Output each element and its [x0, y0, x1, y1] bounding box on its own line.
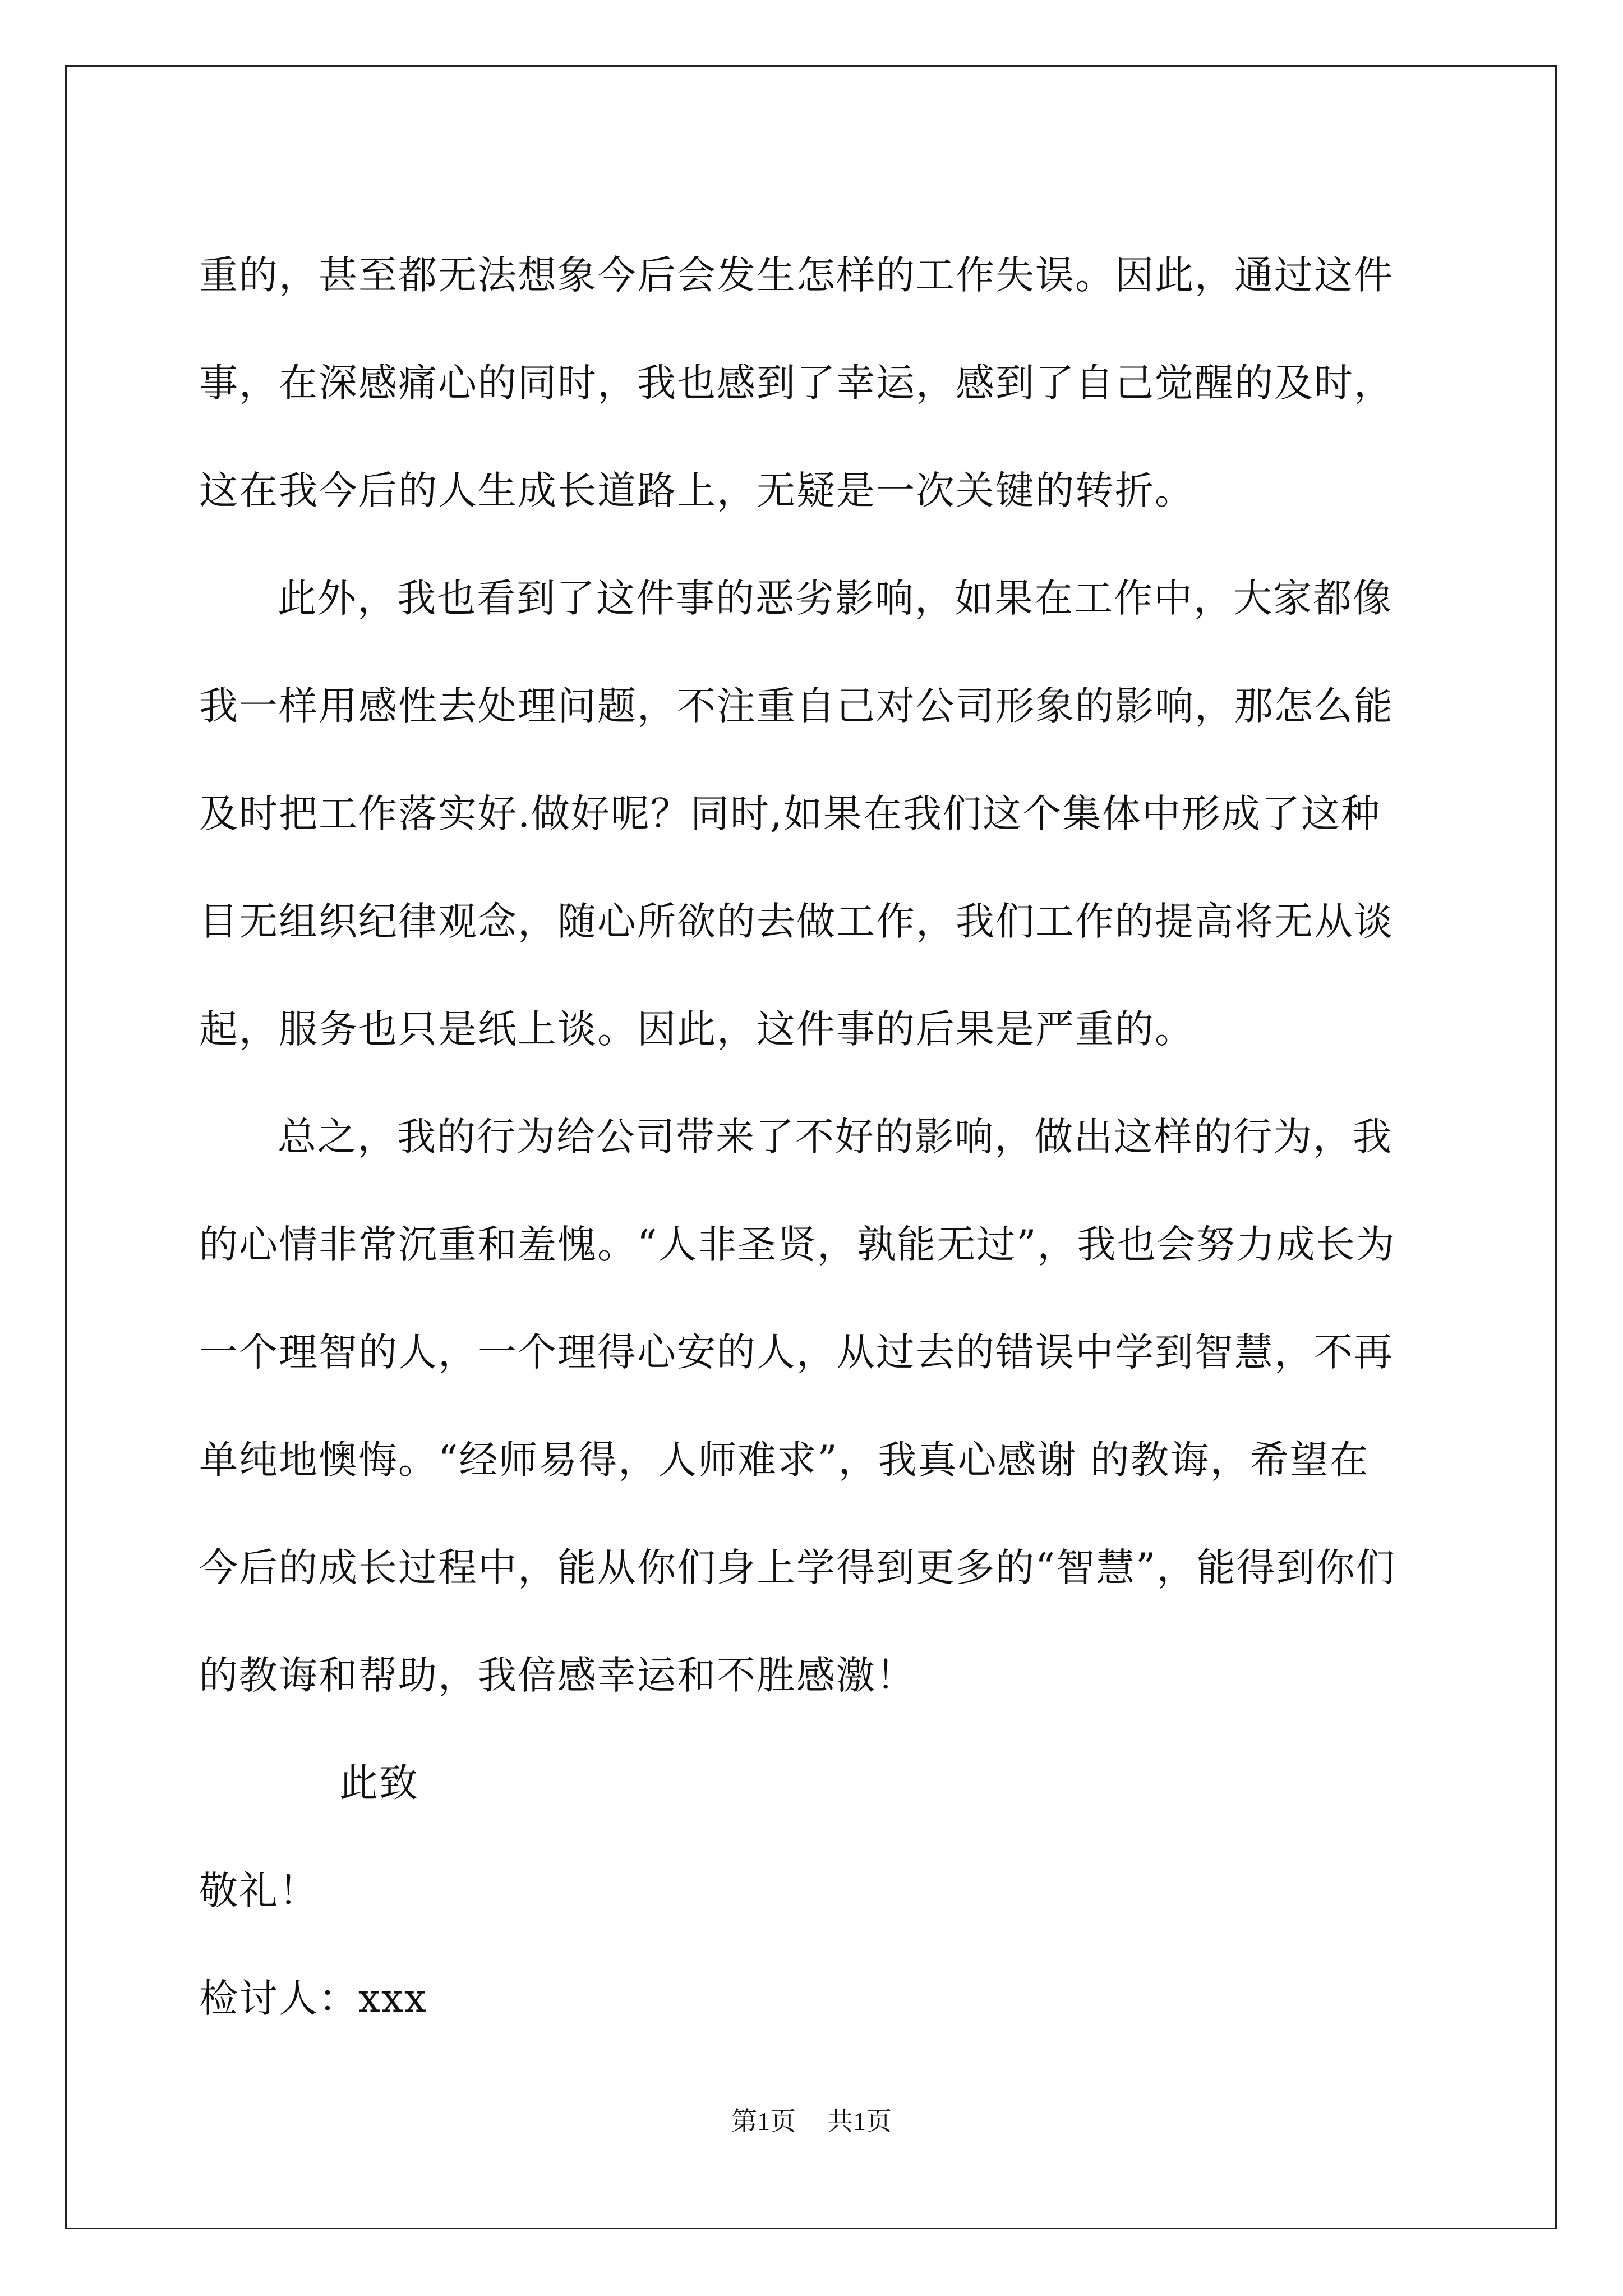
text-line: 今后的成长过程中，能从你们身上学得到更多的“智慧”，能得到你们 [199, 1545, 1396, 1590]
text-line: 我一样用感性去处理问题，不注重自己对公司形象的影响，那怎么能 [199, 684, 1394, 729]
text-line: 此外，我也看到了这件事的恶劣影响，如果在工作中，大家都像 [278, 576, 1393, 621]
text-line: 事，在深感痛心的同时，我也感到了幸运，感到了自己觉醒的及时， [199, 361, 1394, 406]
page-number: 第1页 [731, 2107, 796, 2136]
closing-text: 此致 [339, 1761, 419, 1806]
page-footer [0, 2101, 1623, 2138]
salutation-text: 敬礼！ [199, 1869, 319, 1913]
text-line: 单纯地懊悔。“经师易得，人师难求”，我真心感谢 的教诲，希望在 [199, 1438, 1370, 1483]
text-line: 这在我今后的人生成长道路上，无疑是一次关键的转折。 [199, 468, 1195, 513]
page-total: 共1页 [827, 2107, 892, 2136]
text-line: 起，服务也只是纸上谈。因此，这件事的后果是严重的。 [199, 1007, 1195, 1052]
text-line: 的教诲和帮助，我倍感幸运和不胜感激！ [199, 1653, 916, 1698]
signature-name: xxx [358, 1976, 427, 2021]
text-line: 及时把工作落实好.做好呢？同时,如果在我们这个集体中形成了这种 [199, 792, 1381, 836]
text-line: 一个理智的人，一个理得心安的人，从过去的错误中学到智慧，不再 [199, 1330, 1394, 1375]
signature-line [199, 1945, 1427, 2053]
text-line: 的心情非常沉重和羞愧。“人非圣贤，孰能无过”，我也会努力成长为 [199, 1222, 1396, 1267]
signature-label: 检讨人： [199, 1976, 358, 2021]
text-line: 目无组织纪律观念，随心所欲的去做工作，我们工作的提高将无从谈 [199, 899, 1394, 944]
document-body [199, 222, 1427, 2053]
text-line: 总之，我的行为给公司带来了不好的影响，做出这样的行为，我 [278, 1115, 1393, 1159]
text-line: 重的，甚至都无法想象今后会发生怎样的工作失误。因此，通过这件 [199, 253, 1394, 298]
